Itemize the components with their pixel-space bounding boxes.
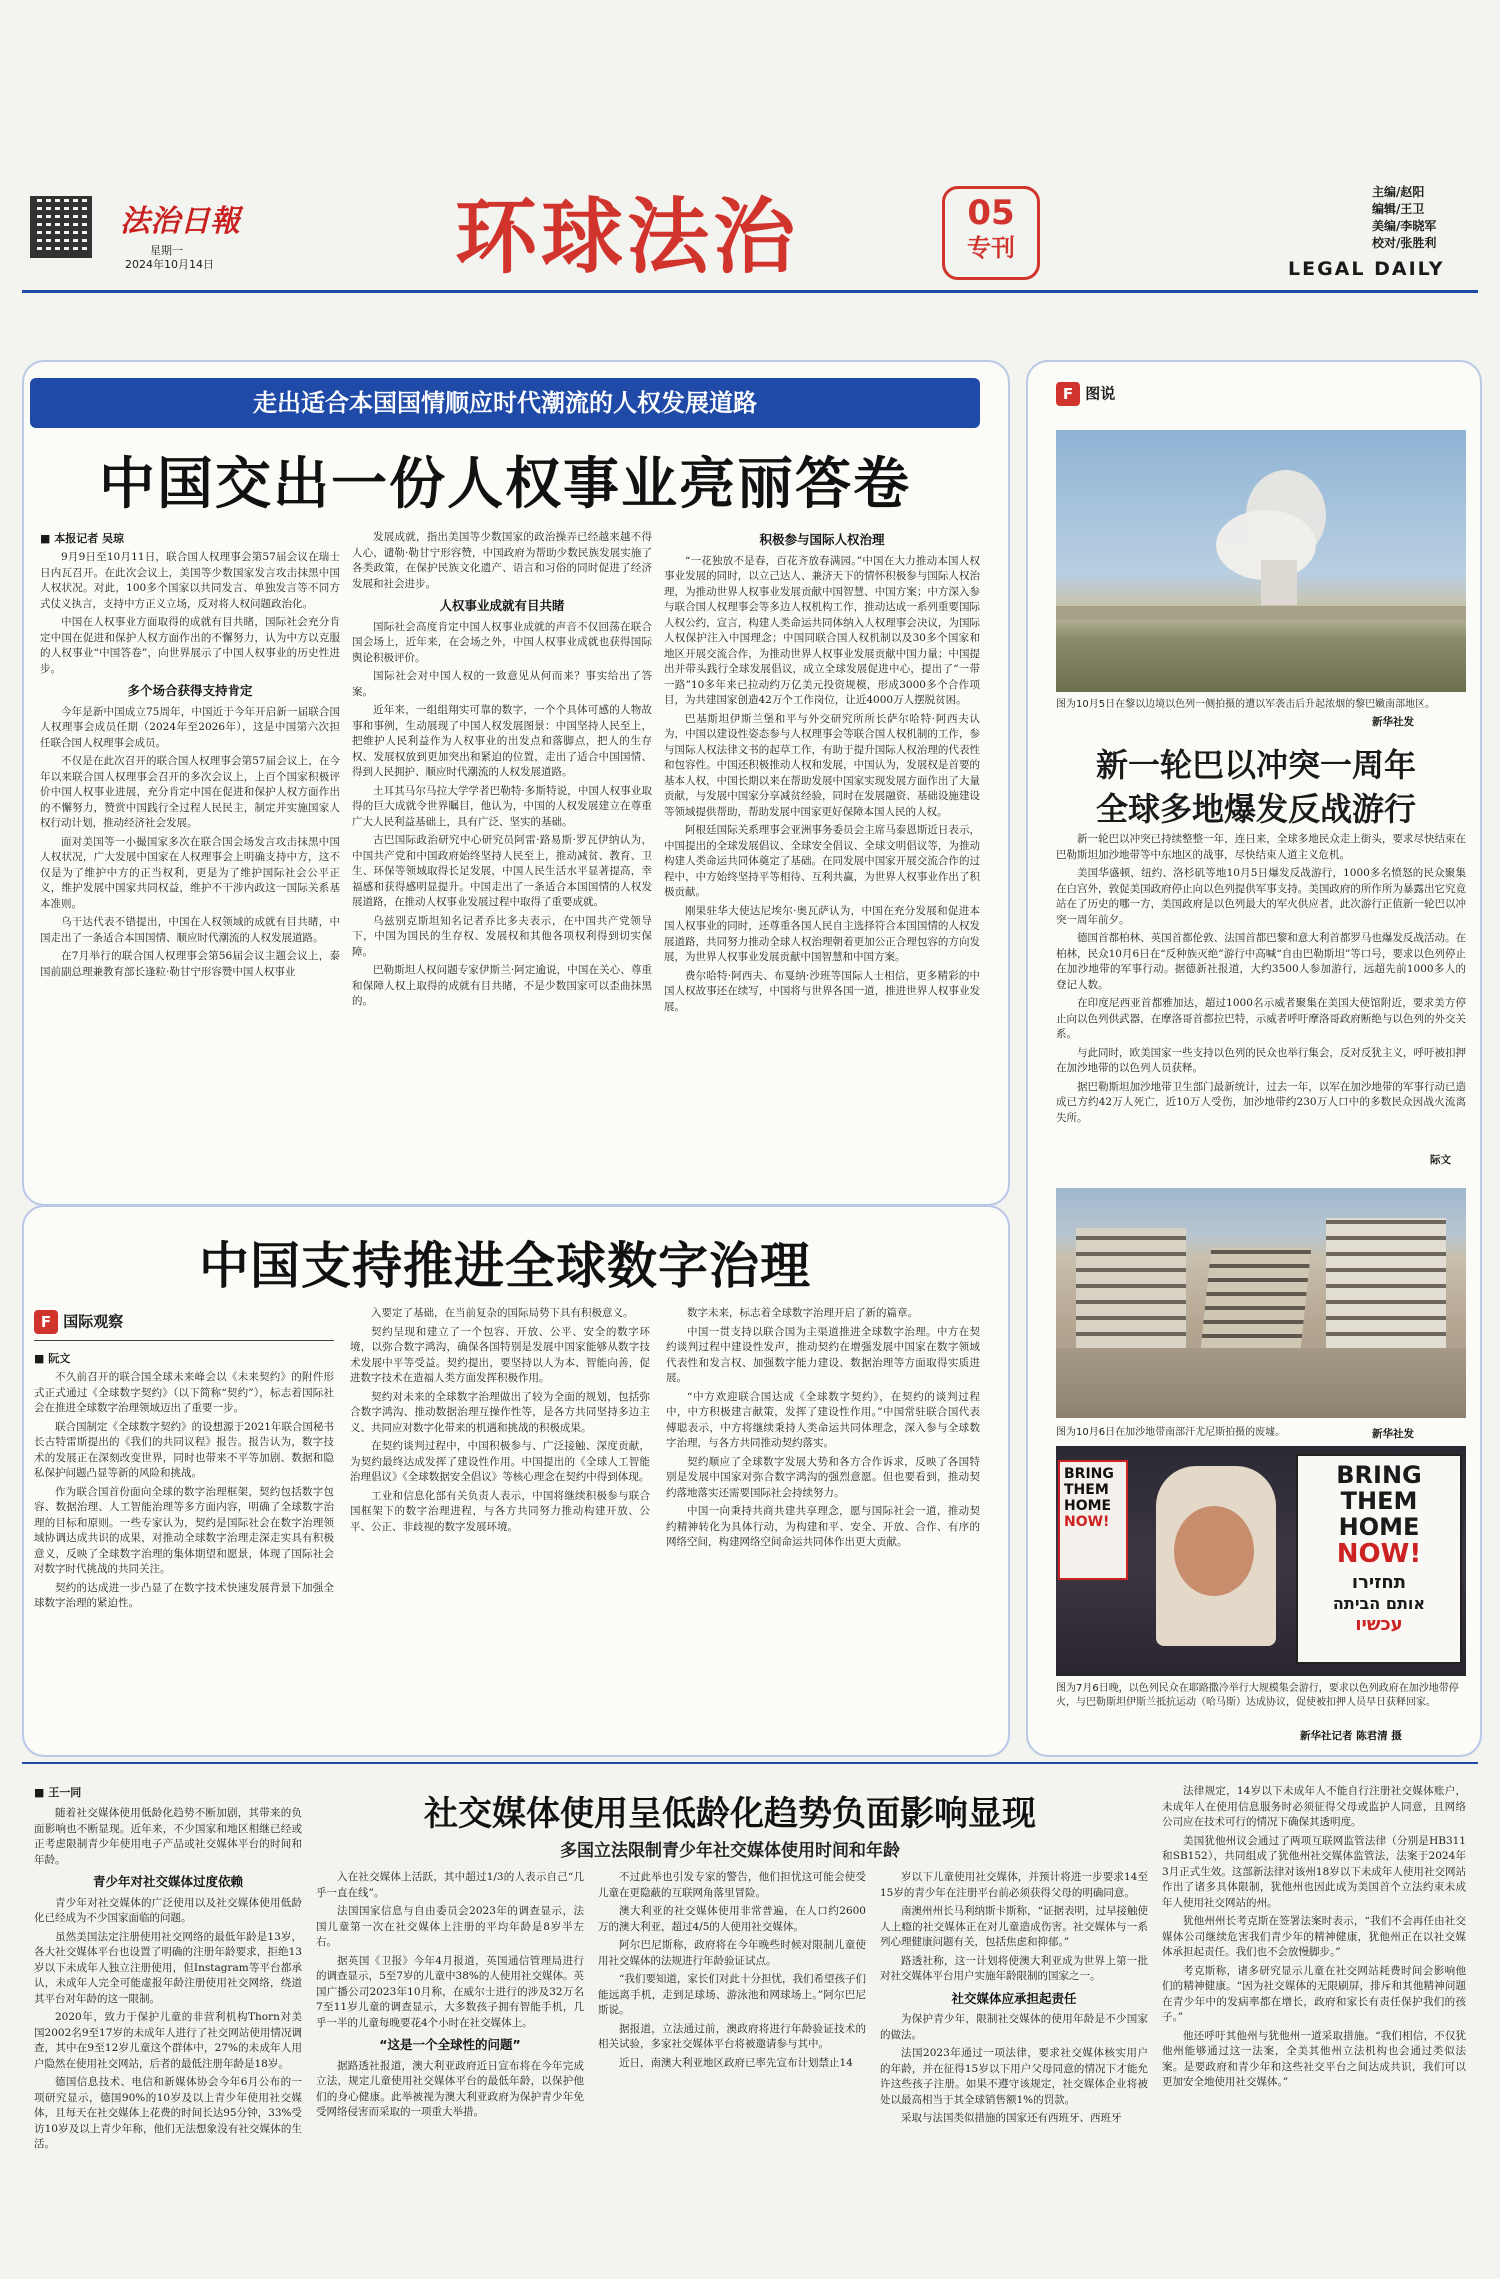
- paragraph: 巴勒斯坦人权问题专家伊斯兰·阿定逾说，中国在关心、尊重和保障人权上取得的成就有目共睹，不是少数国家可以歪曲抹黑的。: [352, 964, 652, 1007]
- article3-subhead: 青少年对社交媒体过度依赖: [92, 1874, 243, 1889]
- photo-smoke: [1056, 430, 1466, 692]
- paragraph: 据英国《卫报》今年4月报道，英国通信管理局进行的调查显示，5至7岁的儿童中38%的人使用社交媒体。英国广播公司2023年10月称，在威尔士进行的涉及32万名7至11岁儿童的调查显示，大多数孩子拥有智能手机，几乎一半的儿童每晚要花4个小时在社交媒体上。: [316, 1954, 584, 2029]
- paragraph: 中国在人权事业方面取得的成就有目共睹，国际社会充分肯定中国在促进和保护人权方面作出的不懈努力，认为中方以克服的人权事业“中国答卷”，向世界展示了中国人权事业的历史性进步。: [40, 616, 340, 675]
- paragraph: 国际社会高度肯定中国人权事业成就的声音不仅回荡在联合国会场上，近年来，在会场之外，中国人权事业成就也获得国际舆论积极评价。: [352, 620, 652, 664]
- article2-byline: ■ 阮文: [34, 1352, 71, 1365]
- paragraph: 青少年对社交媒体的广泛使用以及社交媒体使用低龄化已经成为不少国家面临的问题。: [34, 1896, 302, 1924]
- paragraph: 在7月举行的联合国人权理事会第56届会议主题会议上，泰国前副总理兼教育部长逢粒·勒甘宁形容赞中国人权事业: [40, 950, 340, 978]
- sign-hebrew: עכשיו: [1355, 1614, 1403, 1635]
- paragraph: 今年是新中国成立75周年，中国近于今年开启新一届联合国人权理事会成员任期（2024年至2026年），这是中国第六次担任联合国人权理事会成员。: [40, 705, 340, 749]
- paragraph: 考克斯称，诸多研究显示儿童在社交网站耗费时间会影响他们的精神健康。“因为社交媒体的无限刷屏，排斥和其他精神问题在青少年中的发病率都在增长，政府和家长有责任保护我们的孩子。”: [1162, 1964, 1466, 2023]
- article1-column: [352, 530, 652, 1190]
- paper-name: 法治日報: [120, 204, 240, 239]
- paragraph: 据巴勒斯坦加沙地带卫生部门最新统计，过去一年，以军在加沙地带的军事行动已造成已方约42万人死亡，近10万人受伤，加沙地带约230万人口中的多数民众因战火流离失所。: [1056, 1080, 1466, 1124]
- article2-column: [34, 1370, 334, 1740]
- paragraph: 为保护青少年，限制社交媒体的使用年龄是不少国家的做法。: [880, 2013, 1148, 2041]
- paragraph: 巴基斯坦伊斯兰堡和平与外交研究所所长萨尔哈特·阿西夫认为，中国以建设性姿态参与人权理事会等联合国人权机制的工作，参与国际人权法律文书的起草工作，有助于提升国际人权治理的代表性和包容性。中国还积极推动人权和发展，中国认为，发展权是首要的基本人权，中国长期以来在帮助发展中国家实现发展方面作出了大量贡献，与发展中国家分享减贫经验，同时在发展融资、基础设施建设等领域提供帮助，帮助发展中国家更好保障本国人民的人权。: [664, 712, 980, 818]
- picture-section-label: [1056, 382, 1115, 406]
- paragraph: 面对美国等一小撮国家多次在联合国会场发言攻击抹黑中国人权状况，广大发展中国家在人权理事会上明确支持中方，这不仅是为了维护中方的正当权利，更是为了维护国际社会公平正义，维护发展中国家共同权益，维护不干涉内政这一国际关系基本准则。: [40, 835, 340, 910]
- paragraph: 与此同时，欧美国家一些支持以色列的民众也举行集会，反对反犹主义，呼吁被扣押在加沙地带的以色列人员获释。: [1056, 1046, 1466, 1074]
- sign-text: THEM: [1340, 1487, 1418, 1515]
- page-number-box: [942, 186, 1040, 280]
- paragraph: 契约的达成进一步凸显了在数字技术快速发展背景下加强全球数字治理的紧迫性。: [34, 1581, 334, 1609]
- article3-column: [34, 1806, 302, 2266]
- article3-column: [1162, 1784, 1466, 2266]
- paragraph: 不过此举也引发专家的警告，他们担忧这可能会使受儿童在更隐蔽的互联网角落里冒险。: [598, 1871, 866, 1899]
- photo1-caption: 图为10月5日在黎以边境以色列一侧拍摄的遭以军袭击后升起浓烟的黎巴嫩南部地区。: [1056, 699, 1436, 710]
- paragraph: 随着社交媒体使用低龄化趋势不断加剧，其带来的负面影响也不断显现。近年来，不少国家和地区相继已经或正考虑限制青少年使用电子产品或社交媒体平台的时间和年龄。: [34, 1807, 302, 1866]
- paragraph: 在印度尼西亚首都雅加达，超过1000名示威者聚集在美国大使馆附近，要求美方停止向以色列供武器，在摩洛哥首都拉巴特，示威者呼吁摩洛哥政府断绝与以色列的外交关系。: [1056, 997, 1466, 1040]
- paragraph: 美国华盛顿，纽约、洛杉矶等地10月5日爆发反战游行，1000多名愤怒的民众聚集在白宫外，敦促美国政府停止向以色列提供军事支持。美国政府的所作所为暴露出它究竟站在了历史的哪一方，美国政府是以色列最大的军火供应者，此次游行正值新一轮巴以冲突一周年前夕。: [1056, 867, 1466, 926]
- paragraph: 他还呼吁其他州与犹他州一道采取措施。“我们相信，不仅犹他州能够通过这一法案，全美其他州立法机构也会通过类似法案。是要政府和青少年和这些社交平台之间达成共识，我们可以更加安全地使用社交媒体。”: [1162, 2029, 1466, 2088]
- paragraph: 乌兹别克斯坦知名记者乔比多夫表示，在中国共产党领导下，中国为国民的生存权、发展权和其他各项权利得到切实保障。: [352, 914, 652, 958]
- paragraph: 契约呈现和建立了一个包容、开放、公平、安全的数字环境，以弥合数字鸿沟，确保各国特别是发展中国家能够从数字技术发展中平等受益。契约提出，要坚持以人为本、智能向善，促进数字技术在造福人类方面发挥积极作用。: [350, 1325, 650, 1384]
- article3-subhead: 社交媒体应承担起责任: [951, 1990, 1077, 2006]
- paragraph: 不仅是在此次召开的联合国人权理事会第57届会议上，在今年以来联合国人权理事会召开的多次会议上，上百个国家积极评价中国人权事业进展，充分肯定中国在促进和保护人权方面作出的不懈努力，赞赏中国践行全过程人民民主，制定并实施国家人权行动计划，推动经济社会发展。: [40, 755, 340, 829]
- english-name: LEGAL DAILY: [1288, 258, 1445, 280]
- masthead-date: 2024年10月14日: [125, 258, 214, 271]
- paragraph: 中国一向秉持共商共建共享理念，愿与国际社会一道，推动契约精神转化为具体行动，为构建和平、安全、开放、合作、有序的网络空间，构建网络空间命运共同体作出更大贡献。: [666, 1505, 980, 1548]
- sign-text: HOME: [1064, 1498, 1112, 1514]
- masthead-rule: [22, 290, 1478, 293]
- editor-credit: 编辑/王卫: [1372, 202, 1425, 216]
- paragraph: 德国首都柏林、英国首都伦敦、法国首都巴黎和意大利首都罗马也爆发反战活动。在柏林，民众10月6日在“反种族灭绝”游行中高喊“自由巴勒斯坦”等口号，要求以色列停止在加沙地带的军事行动。据德新社报道，大约3500人参加游行，远超先前1000多人的登记人数。: [1056, 932, 1466, 991]
- paragraph: “我们要知道，家长们对此十分担忧，我们希望孩子们能远离手机，走到足球场、游泳池和网球场上。”阿尔巴尼斯说。: [598, 1973, 866, 2016]
- article3-subheadline: 多国立法限制青少年社交媒体使用时间和年龄: [560, 1841, 900, 1861]
- article1-byline: ■ 本报记者 吴琼: [40, 532, 125, 545]
- sign-text: THEM: [1064, 1482, 1109, 1498]
- paragraph: 不久前召开的联合国全球未来峰会以《未来契约》的附件形式正式通过《全球数字契约》（以下简称“契约”），标志着国际社会在推进全球数字治理领域迈出了重要一步。: [34, 1371, 334, 1414]
- article1-headline: 中国交出一份人权事业亮丽答卷: [99, 452, 911, 517]
- paragraph: 契约顺应了全球数字发展大势和各方合作诉求，反映了各国特别是发展中国家对弥合数字鸿沟的强烈意愿。但也要看到，推动契约落地落实还需要国际社会持续努力。: [666, 1455, 980, 1499]
- sign-text: BRING: [1064, 1466, 1114, 1482]
- article3-column: [598, 1870, 866, 2266]
- paragraph: 澳大利亚的社交媒体使用非常普遍，在人口约2600万的澳大利亚，超过4/5的人使用社交媒体。: [598, 1905, 866, 1933]
- section-icon: F: [1056, 382, 1080, 406]
- sign-hebrew: אותם הביתה: [1332, 1594, 1426, 1613]
- page-type: 专刊: [967, 234, 1015, 262]
- paragraph: 采取与法国类似措施的国家还有西班牙、西班牙: [901, 2112, 1122, 2124]
- editor-credit: 主编/赵阳: [1372, 185, 1425, 199]
- paragraph: 作为联合国首份面向全球的数字治理框架，契约包括数字包容、数据治理、人工智能治理等多方面内容，明确了全球数字治理的目标和原则。一些专家认为，契约是国际社会在数字治理领域协调达成共识的成果，对推动全球数字治理走深走实具有积极意义，反映了全球数字治理的集体期望和愿景，体现了国际社会对数字时代挑战的共同关注。: [34, 1485, 334, 1575]
- section-title: 环球法治: [455, 190, 800, 285]
- sign-text: NOW!: [1336, 1539, 1422, 1569]
- article2-rule: [34, 1340, 334, 1341]
- paragraph: 国际社会对中国人权的一致意见从何而来？事实给出了答案。: [352, 670, 652, 698]
- photo1-credit: 新华社发: [1372, 716, 1414, 728]
- picture-headline-2: 全球多地爆发反战游行: [1095, 790, 1416, 828]
- article3-byline: ■ 王一同: [34, 1786, 82, 1799]
- paragraph: 法国2023年通过一项法律，要求社交媒体核实用户的年龄，并在征得15岁以下用户父母同意的情况下才能允许这些孩子注册。如果不遵守该规定，社交媒体企业将被处以最高相当于其全球销售额1%的罚款。: [880, 2047, 1148, 2106]
- sign-hebrew: תחזירו: [1351, 1572, 1407, 1593]
- article1-column: [664, 530, 980, 1190]
- editor-credit: 校对/张胜利: [1372, 236, 1437, 250]
- article1-column: [40, 550, 340, 1190]
- paragraph: 据报道，立法通过前，澳政府将进行年龄验证技术的相关试验，多家社交媒体平台将被邀请参与其中。: [598, 2022, 866, 2050]
- paragraph: 路透社称，这一计划将使澳大利亚成为世界上第一批对社交媒体平台用户实施年龄限制的国家之一。: [880, 1954, 1148, 1982]
- article1-subhead: 人权事业成就有目共睹: [439, 598, 565, 613]
- protest-sign-left: [1058, 1460, 1128, 1580]
- paragraph: 9月9日至10月11日，联合国人权理事会第57届会议在瑞士日内瓦召开。在此次会议上，美国等少数国家发言攻击抹黑中国人权状况。对此，100多个国家以共同发言、单独发言等不同方式仗义执言，支持中方正义立场，反对将人权问题政治化。: [40, 551, 340, 610]
- paragraph: 德国信息技术、电信和新媒体协会今年6月公布的一项研究显示，德国90%的10岁及以上青少年使用社交媒体，且每天在社交媒体上花费的时间长达95分钟，33%受访10岁及以上青少年称，他们无法想象没有社交媒体的生活。: [34, 2076, 302, 2150]
- article3-subhead: “这是一个全球性的问题”: [379, 2037, 521, 2052]
- paragraph: 南澳州州长马利纳斯卡斯称，“证据表明，过早接触使人上瘾的社交媒体正在对儿童造成伤害。社交媒体与一系列心理健康问题有关，包括焦虑和抑郁。”: [880, 1905, 1148, 1948]
- paragraph: 新一轮巴以冲突已持续整整一年，连日来，全球多地民众走上街头，要求尽快结束在巴勒斯坦加沙地带等中东地区的战事，尽快结束人道主义危机。: [1056, 833, 1466, 861]
- paragraph: 联合国制定《全球数字契约》的设想源于2021年联合国秘书长古特雷斯提出的《我们的共同议程》报告。报告认为，数字技术的发展正在深刻改变世界，同时也带来不平等加剧、数据和隐私保护问题凸显等新的风险和挑战。: [34, 1420, 334, 1479]
- paragraph: 数字未来，标志着全球数字治理开启了新的篇章。: [687, 1307, 918, 1319]
- article2-column: [666, 1306, 980, 1740]
- editor-credit: 美编/李晓军: [1372, 219, 1437, 233]
- article3-rule: [22, 1762, 1478, 1764]
- paragraph: “中方欢迎联合国达成《全球数字契约》，在契约的谈判过程中，中方积极建言献策，发挥了建设性作用。”中国常驻联合国代表傅聪表示，中方将继续秉持人类命运共同体理念，深入参与全球数字治理，与各方共同推动契约落实。: [666, 1390, 980, 1449]
- photo3-credit: 新华社记者 陈君清 摄: [1300, 1730, 1402, 1742]
- paragraph: 法国国家信息与自由委员会2023年的调查显示，法国儿童第一次在社交媒体上注册的平均年龄是8岁半左右。: [316, 1905, 584, 1948]
- photo3-caption: 图为7月6日晚，以色列民众在耶路撒冷举行大规模集会游行，要求以色列政府在加沙地带停火，与巴勒斯坦伊斯兰抵抗运动（哈马斯）达成协议，促使被扣押人员早日获释回家。: [1056, 1683, 1459, 1708]
- photo2-credit: 新华社发: [1372, 1428, 1414, 1440]
- paragraph: 中国一贯支持以联合国为主渠道推进全球数字治理。中方在契约谈判过程中建设性发声，推动契约在增强发展中国家在数字领域代表性和发言权、加强数字能力建设、数据治理等方面取得实质进展。: [666, 1325, 980, 1384]
- masthead-weekday: 星期一: [150, 244, 183, 257]
- paragraph: 古巴国际政治研究中心研究员阿雷·路易斯·罗瓦伊纳认为，中国共产党和中国政府始终坚持人民至上，推动减贫、教育、卫生、环保等领域取得长足发展，中国人民生活水平显著提高，幸福感和获得感明显提升。中国走出了一条适合本国国情的人权发展道路，在推动人权事业发展过程中取得了重要成就。: [352, 834, 652, 908]
- article2-headline: 中国支持推进全球数字治理: [199, 1237, 811, 1295]
- paragraph: 虽然美国法定注册使用社交网络的最低年龄是13岁，各大社交媒体平台也设置了明确的注册年龄要求，拒绝13岁以下未成年人独立注册使用，但Instagram等平台都承认，未成年人完全可能虚报年龄注册使用社交网络，绕道其平台对年龄的这一限制。: [34, 1930, 302, 2005]
- paragraph: 岁以下儿童使用社交媒体，并预计将进一步要求14至15岁的青少年在注册平台前必须获得父母的明确同意。: [880, 1871, 1148, 1899]
- article3-column: [880, 1870, 1148, 2266]
- paragraph: 在契约谈判过程中，中国积极参与、广泛接触、深度贡献，为契约最终达成发挥了建设性作用。中国提出的《全球人工智能治理倡议》《全球数据安全倡议》等核心理念在契约中得到体现。: [350, 1440, 650, 1483]
- section-label-text: 国际观察: [63, 1312, 124, 1331]
- qr-code: [30, 196, 92, 258]
- photo-protest: [1056, 1446, 1466, 1676]
- paragraph: 近日，南澳大利亚地区政府已率先宣布计划禁止14: [619, 2056, 853, 2069]
- article1-subhead: 多个场合获得支持肯定: [127, 683, 253, 698]
- paragraph: 入在社交媒体上活跃，其中超过1/3的人表示自己“几乎一直在线”。: [316, 1871, 584, 1899]
- paragraph: 阿尔巴尼斯称，政府将在今年晚些时候对限制儿童使用社交媒体的法规进行年龄验证试点。: [598, 1939, 866, 1967]
- paragraph: 费尔哈特·阿西夫、布戛纳·沙班等国际人士相信，更多精彩的中国人权故事还在续写，中国将与世界各国一道，推进世界人权事业发展。: [664, 969, 980, 1013]
- paragraph: “一花独放不是春，百花齐放春满园。”中国在大力推动本国人权事业发展的同时，以立己达人、兼济天下的情怀积极参与国际人权治理，为推动世界人权事业发展贡献中国智慧、中国方案；中方深入参与联合国人权理事会等多边人权机构工作，推动达成一系列重要国际人权公约，宣言，构建人类命运共同体纳入人权理事会决议，为国际人权保护注入中国理念；中国同联合国人权机制以及30多个国家和地区开展交流合作，为推动世界人权事业发展贡献中国力量；中国提出并带头践行全球发展倡议，成立全球发展促进中心，提出了“一带一路”10多年来已拉动约万亿美元投资规模，形成3000多个合作项目，为共建国家创造42万个工作岗位，让近4000万人摆脱贫困。: [664, 554, 980, 706]
- article3-headline: 社交媒体使用呈低龄化趋势负面影响显现: [424, 1794, 1036, 1834]
- article1-subhead: 积极参与国际人权治理: [759, 532, 885, 547]
- article3-column: [316, 1870, 584, 2266]
- sign-text: HOME: [1338, 1513, 1420, 1541]
- paragraph: 工业和信息化部有关负责人表示，中国将继续积极参与联合国框架下的数字治理进程，与各方共同努力推动构建开放、公平、公正、非歧视的数字发展环境。: [350, 1489, 650, 1533]
- editor-credits: [1372, 184, 1436, 252]
- sign-text: NOW!: [1064, 1514, 1110, 1530]
- paragraph: 近年来，一组组翔实可靠的数字，一个个具体可感的人物故事和事例，生动展现了中国人权发展图景：中国坚持人民至上，把维护人民利益作为人权事业的出发点和落脚点，把人的生存权、发展权放到更加突出和紧迫的位置，走出了适合中国国情、得到人民拥护、顺应时代潮流的人权发展道路。: [352, 704, 652, 778]
- article2-section-label: [34, 1310, 123, 1334]
- paragraph: 据路透社报道，澳大利亚政府近日宣布将在今年完成立法，规定儿童使用社交媒体平台的最低年龄，以保护他们的身心健康。此举被视为澳大利亚政府为保护青少年免受网络侵害而采取的一项重大举措。: [316, 2059, 584, 2118]
- paragraph: 法律规定，14岁以下未成年人不能自行注册社交媒体账户，未成年人在使用信息服务时必须征得父母或监护人同意，且网络公司应在技术可行的情况下确保其透明度。: [1162, 1785, 1466, 1828]
- picture-body-credit: 际文: [1430, 1154, 1451, 1166]
- sign-text: BRING: [1336, 1461, 1422, 1489]
- paragraph: 土耳其马尔马拉大学学者巴勒特·多斯特说，中国人权事业取得的巨大成就令世界瞩目，他认为，中国的人权发展建立在尊重广大人民利益基础上，具有广泛、坚实的基础。: [352, 784, 652, 828]
- paragraph: 刚果驻华大使达尼埃尔·奥瓦萨认为，中国在充分发展和促进本国人权事业的同时，还尊重各国人民自主选择符合本国国情的人权发展道路，共同努力推动全球人权治理朝着更加公正合理包容的方向发展，为世界人权事业发展贡献中国智慧和中国方案。: [664, 904, 980, 963]
- protest-sign-right: [1296, 1454, 1462, 1664]
- paragraph: 发展成就，指出美国等少数国家的政治操弄已经越来越不得人心，谴勒·勒甘宁形容赞，中国政府为帮助少数民族发展实施了各类政策，在保护民族文化遗产、语言和习俗的同时促进了经济发展和社会进步。: [352, 531, 652, 590]
- picture-headline-1: 新一轮巴以冲突一周年: [1095, 746, 1416, 784]
- page-number: 05: [967, 193, 1015, 233]
- photo-ruins: [1056, 1188, 1466, 1418]
- paragraph: 契约对未来的全球数字治理做出了较为全面的规划，包括弥合数字鸿沟、推动数据治理互操作性等，是各方共同坚持多边主义、共同应对数字化带来的机遇和挑战的积极成果。: [350, 1390, 650, 1434]
- paragraph: 乌干达代表不错提出，中国在人权领域的成就有目共睹，中国走出了一条适合本国国情、顺应时代潮流的人权发展道路。: [40, 916, 340, 944]
- photo2-caption: 图为10月6日在加沙地带南部汗尤尼斯拍摄的废墟。: [1056, 1427, 1286, 1438]
- article1-kicker: 走出适合本国国情顺应时代潮流的人权发展道路: [30, 378, 980, 428]
- picture-body: [1056, 832, 1466, 1172]
- paragraph: 阿根廷国际关系理事会亚洲事务委员会主席马泰恩斯近日表示，中国提出的全球发展倡议、全球安全倡议、全球文明倡议等，为推动构建人类命运共同体奠定了基础。在同发展中国家开展交流合作的过程中，中方始终坚持平等相待、互利共赢，为世界人权事业作出了积极贡献。: [664, 824, 980, 898]
- section-icon: F: [34, 1310, 58, 1334]
- section-label-text: 图说: [1085, 384, 1116, 403]
- article2-column: [350, 1306, 650, 1740]
- paragraph: 美国犹他州议会通过了两项互联网监管法律（分别是HB311和SB152），共同组成了犹他州社交媒体监管法，法案于2024年3月正式生效。这部新法律对该州18岁以下未成年人使用社交网站作出了诸多具体限制，犹他州也因此成为美国首个立法约束未成年人使用社交网站的州。: [1162, 1834, 1466, 1909]
- paragraph: 入要定了基础，在当前复杂的国际局势下具有积极意义。: [371, 1307, 634, 1319]
- paragraph: 犹他州州长考克斯在签署法案时表示，“我们不会再任由社交媒体公司继续危害我们青少年的精神健康，犹他州正在以社交媒体承担起责任。我们也不会放慢脚步。”: [1162, 1915, 1466, 1958]
- paragraph: 2020年，致力于保护儿童的非营利机构Thorn对美国2002名9至17岁的未成年人进行了社交网站使用情况调查，其中在9至12岁儿童这个群体中，27%的未成年人用户隐然在使用社交网站，后者的最低注册年龄是18岁。: [34, 2011, 302, 2070]
